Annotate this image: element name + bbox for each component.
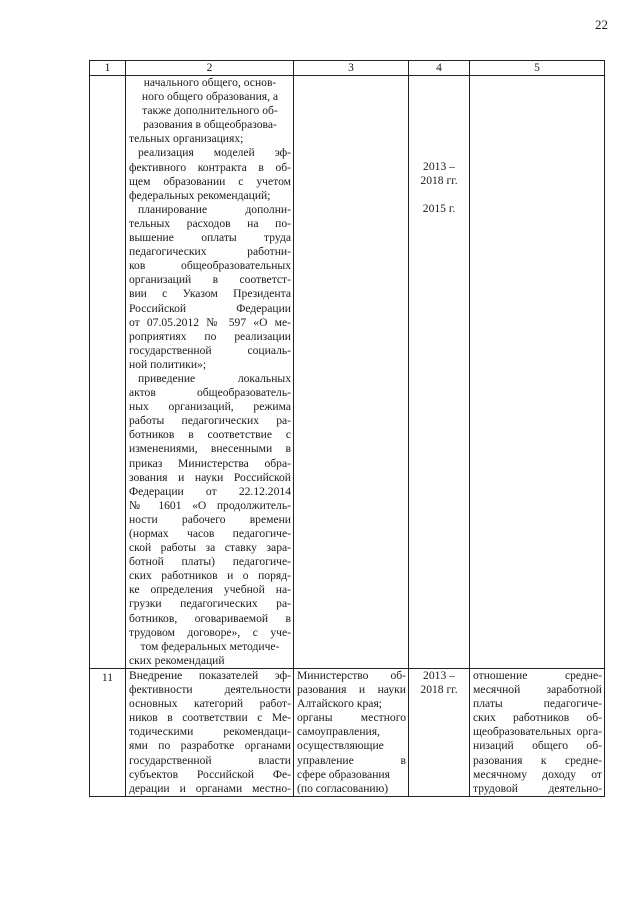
text-line: разования в общеобразова- bbox=[143, 118, 277, 132]
text-line: тельных организациях; bbox=[129, 132, 244, 146]
text-line: ской работы за ставку зара- bbox=[129, 541, 291, 555]
text-line: организаций в соответст- bbox=[129, 273, 291, 287]
text-line: зования и науки Российской bbox=[129, 470, 291, 484]
text-line: Российской Федерации bbox=[129, 301, 291, 315]
text-line: ботной платы) педагогиче- bbox=[129, 555, 291, 569]
text-line: ботников в соответствие с bbox=[129, 428, 291, 442]
header-col-5: 5 bbox=[470, 61, 605, 76]
text-line: ной политики»; bbox=[129, 357, 207, 371]
text-line: ских работников об- bbox=[473, 711, 602, 725]
text-line: щеобразовательных орга- bbox=[473, 725, 602, 739]
text-line: управление в bbox=[297, 753, 406, 767]
text-line: федеральных рекомендаций; bbox=[129, 188, 271, 202]
indicator-cell bbox=[470, 668, 605, 796]
text-line: трудовой деятельно- bbox=[473, 781, 602, 795]
header-col-2: 2 bbox=[126, 61, 294, 76]
text-line: (нормах часов педагогиче- bbox=[129, 527, 291, 540]
measures-table bbox=[89, 60, 605, 797]
text-line: педагогических работни- bbox=[129, 245, 291, 259]
deadline-line: 2018 гг. bbox=[420, 174, 458, 188]
text-line: низаций общего об- bbox=[473, 739, 602, 753]
header-col-4: 4 bbox=[409, 61, 470, 76]
responsible-lines bbox=[294, 669, 408, 796]
row-number bbox=[90, 76, 126, 669]
table-row-continued bbox=[90, 76, 605, 669]
text-line: ботников, оговариваемой в bbox=[129, 611, 291, 625]
text-line: государственной власти bbox=[129, 753, 291, 767]
measure-description-cell bbox=[126, 76, 294, 669]
text-line: изменениями, внесенными в bbox=[129, 442, 291, 456]
text-line: сфере образования bbox=[297, 767, 390, 781]
text-line: самоуправления, bbox=[297, 725, 380, 739]
deadline-line: 2018 гг. bbox=[420, 683, 458, 697]
text-line: тельных расходов на по- bbox=[129, 216, 291, 230]
deadline-cell bbox=[409, 668, 470, 796]
text-line: ке определения учебной на- bbox=[129, 583, 291, 597]
deadline-line: 2013 – bbox=[423, 160, 455, 173]
text-line: Внедрение показателей эф- bbox=[129, 668, 291, 682]
text-line: дерации и органами местно- bbox=[129, 781, 291, 795]
text-line: том федеральных методиче- bbox=[140, 639, 280, 653]
text-line: от 07.05.2012 № 597 «О ме- bbox=[129, 315, 291, 329]
text-line: вии с Указом Президента bbox=[129, 287, 291, 301]
row-number: 11 bbox=[90, 668, 126, 796]
text-line: щем образовании с учетом bbox=[129, 174, 291, 188]
text-line: № 1601 «О продолжитель- bbox=[129, 498, 291, 512]
text-line: (по согласованию) bbox=[297, 781, 389, 795]
indicator-cell bbox=[470, 76, 605, 669]
text-line: государственной социаль- bbox=[129, 343, 291, 357]
text-line: ских работников и о поряд- bbox=[129, 569, 291, 583]
page-number: 22 bbox=[595, 17, 608, 32]
text-line: ности рабочего времени bbox=[129, 512, 291, 526]
indicator-lines bbox=[470, 669, 604, 796]
text-line: разования и науки bbox=[297, 683, 406, 697]
text-line: платы педагогиче- bbox=[473, 697, 602, 711]
deadline-cell bbox=[409, 76, 470, 669]
text-line: актов общеобразователь- bbox=[129, 386, 291, 400]
measure-description-lines bbox=[126, 669, 293, 796]
text-line: разования к средне- bbox=[473, 753, 602, 767]
text-line: планирование дополни- bbox=[138, 202, 291, 216]
text-line: месячной заработной bbox=[473, 683, 602, 697]
text-line: начального общего, основ- bbox=[143, 76, 277, 89]
text-line: ного общего образования, а bbox=[141, 90, 279, 104]
measure-description-cell bbox=[126, 668, 294, 796]
measure-description-lines bbox=[126, 76, 293, 668]
text-line: Министерство об- bbox=[297, 668, 406, 682]
deadline-line: 2015 г. bbox=[422, 202, 456, 216]
text-line: ников в соответствии с Ме- bbox=[129, 711, 291, 725]
text-line: грузки педагогических ра- bbox=[129, 597, 291, 611]
text-line: приказ Министерства обра- bbox=[129, 456, 291, 470]
text-line: ков общеобразовательных bbox=[129, 259, 291, 273]
text-line: роприятиях по реализации bbox=[129, 329, 291, 343]
text-line: работы педагогических ра- bbox=[129, 414, 291, 428]
table-header-row bbox=[90, 61, 605, 76]
text-line: ных организаций, режима bbox=[129, 400, 291, 414]
text-line: месячному доходу от bbox=[473, 767, 602, 781]
text-line: ских рекомендаций bbox=[129, 653, 225, 667]
text-line: Алтайского края; bbox=[297, 697, 382, 711]
text-line: тодическими рекомендаци- bbox=[129, 725, 291, 739]
text-line: субъектов Российской Фе- bbox=[129, 767, 291, 781]
text-line: Федерации от 22.12.2014 bbox=[129, 484, 291, 498]
header-col-1: 1 bbox=[90, 61, 126, 76]
text-line: отношение средне- bbox=[473, 668, 602, 682]
text-line: основных категорий работ- bbox=[129, 697, 291, 711]
text-line: приведение локальных bbox=[138, 371, 291, 385]
text-line: фективности деятельности bbox=[129, 683, 291, 697]
text-line: фективного контракта в об- bbox=[129, 160, 291, 174]
table-row bbox=[90, 668, 605, 796]
responsible-cell bbox=[294, 668, 409, 796]
header-col-3: 3 bbox=[294, 61, 409, 76]
text-line: трудовом договоре», с уче- bbox=[129, 625, 291, 639]
text-line: также дополнительного об- bbox=[142, 104, 278, 118]
deadline-line: 2013 – bbox=[423, 668, 455, 682]
text-line: ями по разработке органами bbox=[129, 739, 291, 753]
text-line: органы местного bbox=[297, 711, 406, 725]
text-line: вышение оплаты труда bbox=[129, 231, 291, 245]
responsible-cell bbox=[294, 76, 409, 669]
text-line: реализация моделей эф- bbox=[138, 146, 291, 160]
text-line: осуществляющие bbox=[297, 739, 384, 753]
